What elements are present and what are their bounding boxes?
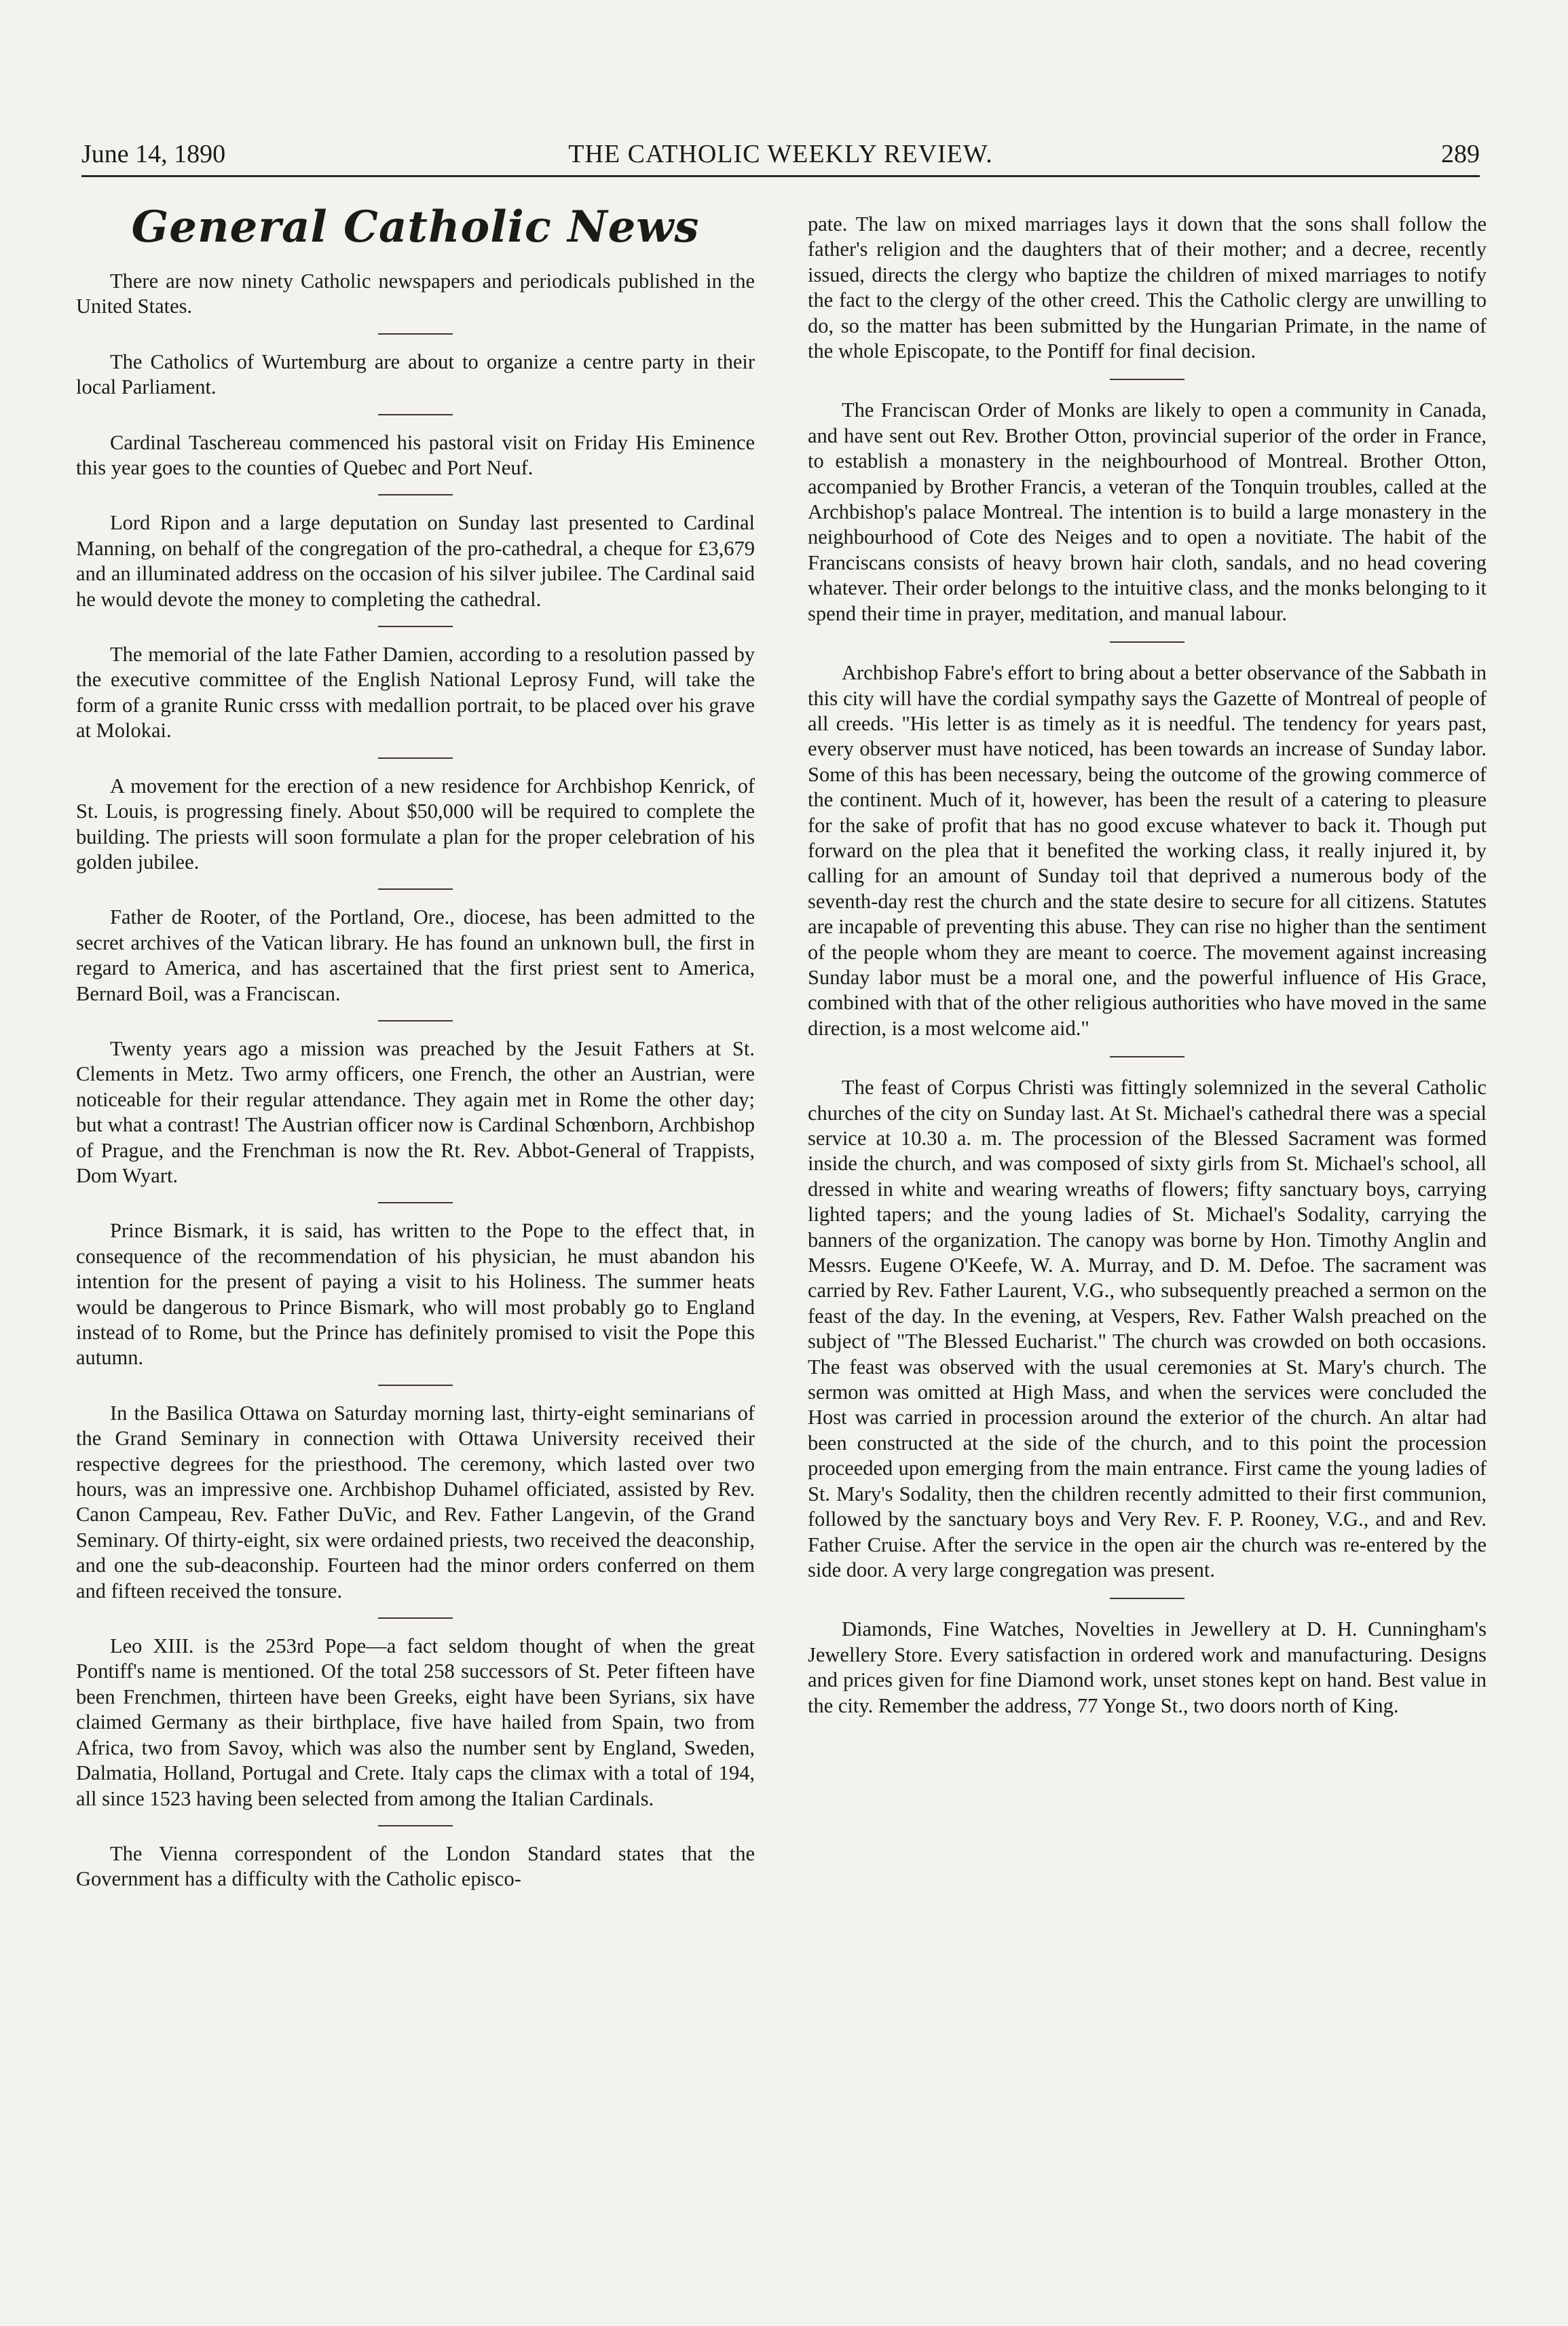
news-item: Father de Rooter, of the Portland, Ore., diocese, has been admitted to the secret archives of the Vatican library. He has found an unknown bull, the first in regard to America, and has ascertained that the first priest sent to America, Bernard Boil, was a Franciscan. [76, 905, 755, 1005]
separator-rule [378, 1617, 453, 1619]
news-item: Lord Ripon and a large deputation on Sunday last presented to Cardinal Manning, on behalf of the congregation of the pro-cathedral, a cheque for £3,679 and an illuminated address on the occasion of his silver jubilee. The Cardinal said he would devote the money to completing the cathedral. [76, 511, 755, 611]
page-number: 289 [1441, 140, 1480, 168]
separator-rule [378, 626, 453, 627]
news-item: The memorial of the late Father Damien, according to a resolution passed by the executive committee of the English National Leprosy Fund, will take the form of a granite Runic crsss with medallion portrait, to be placed over his grave at Molokai. [76, 643, 755, 743]
separator-rule [1110, 1056, 1184, 1057]
news-item: The Franciscan Order of Monks are likely to open a community in Canada, and have sent out Rev. Brother Otton, provincial superior of the order in France, to establish a monastery in the neighbourhood of Montreal. Brother Otton, accompanied by Brother Francis, a veteran of the Tonquin troubles, called at the Archbishop's palace Montreal. The intention is to build a large monastery in the neighbourhood of Cote des Neiges and to open a novitiate. The habit of the Franciscans consists of heavy brown hair cloth, sandals, and no head covering whatever. Their order belongs to the intuitive class, and the monks belonging to it spend their time in prayer, meditation, and manual labour. [808, 398, 1487, 625]
separator-rule [378, 757, 453, 759]
separator-rule [378, 494, 453, 495]
issue-date: June 14, 1890 [81, 140, 226, 168]
separator-rule [378, 414, 453, 415]
news-item: Archbishop Fabre's effort to bring about a better observance of the Sabbath in this city will have the cordial sympathy says the Gazette of Montreal of people of all creeds. "His letter is as timely as it is needful. The tendency for years past, every observer must have noticed, has been towards an increase of Sunday labor. Some of this has been necessary, being the outcome of the growing commerce of the continent. Much of it, however, has been the result of a catering to pleasure for the sake of profit that has no good excuse whatever to back it. Though put forward on the plea that it benefited the working class, it really injured it, by calling for an amount of Sunday toil that deprived a numerous body of the seventh-day rest the church and the state desire to secure for all citizens. Statutes are incapable of preventing this abuse. They can rise no higher than the sentiment of the people whom they are meant to coerce. The movement against increasing Sunday labor must be a moral one, and the powerful influence of His Grace, combined with that of the other religious authorities who have moved in the same direction, is a most welcome aid." [808, 661, 1487, 1040]
news-item-continued: pate. The law on mixed marriages lays it down that the sons shall follow the father's religion and the daughters that of their mother; and a decree, recently issued, directs the clergy who baptize the children of mixed marriages to notify the fact to the clergy of the other creed. This the Catholic clergy are unwilling to do, so the matter has been submitted by the Hungarian Primate, in the name of the whole Episcopate, to the Pontiff for final decision. [808, 212, 1487, 363]
news-item: A movement for the erection of a new residence for Archbishop Kenrick, of St. Louis, is progressing finely. About $50,000 will be required to complete the building. The priests will soon formulate a plan for the proper celebration of his golden jubilee. [76, 774, 755, 874]
news-item: The Catholics of Wurtemburg are about to organize a centre party in their local Parliament. [76, 350, 755, 399]
advertisement: Diamonds, Fine Watches, Novelties in Jewellery at D. H. Cunningham's Jewellery Store. Every satisfaction in ordered work and manufacturing. Designs and prices given for fine Diamond work, unset stones kept on hand. Best value in the city. Remember the address, 77 Yonge St., two doors north of King. [808, 1617, 1487, 1717]
right-column [808, 212, 1487, 1719]
separator-rule [378, 1825, 453, 1826]
news-item: The Vienna correspondent of the London Standard states that the Government has a difficulty with the Catholic episco- [76, 1841, 755, 1891]
separator-rule [378, 333, 453, 335]
separator-rule [378, 1020, 453, 1021]
news-item: Prince Bismark, it is said, has written to the Pope to the effect that, in consequence of the recommendation of his physician, he must abandon his intention for the present of paying a visit to his Holiness. The summer heats would be dangerous to Prince Bismark, who will most probably go to England instead of to Rome, but the Prince has definitely promised to visit the Pope this autumn. [76, 1219, 755, 1370]
page-header [81, 139, 1480, 180]
separator-rule [1110, 641, 1184, 643]
left-column [76, 204, 755, 1892]
masthead: THE CATHOLIC WEEKLY REVIEW. [568, 140, 993, 168]
header-rule [81, 175, 1480, 177]
news-item: In the Basilica Ottawa on Saturday morning last, thirty-eight seminarians of the Grand Seminary in connection with Ottawa University received their respective degrees for the priesthood. The ceremony, which lasted over two hours, was an impressive one. Archbishop Duhamel officiated, assisted by Rev. Canon Campeau, Rev. Father DuVic, and Rev. Father Langevin, of the Grand Seminary. Of thirty-eight, six were ordained priests, two received the deaconship, and one the sub-deaconship. Fourteen had the minor orders conferred on them and fifteen received the tonsure. [76, 1401, 755, 1602]
separator-rule [378, 1202, 453, 1203]
news-item: Leo XIII. is the 253rd Pope—a fact seldom thought of when the great Pontiff's name is mentioned. Of the total 258 successors of St. Peter fifteen have been Frenchmen, thirteen have been Greeks, eight have been Syrians, six have claimed Germany as their birthplace, five have hailed from Spain, two from Africa, two from Savoy, which was also the number sent by England, Sweden, Dalmatia, Holland, Portugal and Crete. Italy caps the climax with a total of 194, all since 1523 having been selected from among the Italian Cardinals. [76, 1634, 755, 1810]
separator-rule [1110, 1598, 1184, 1599]
news-item: The feast of Corpus Christi was fittingly solemnized in the several Catholic churches of the city on Sunday last. At St. Michael's cathedral there was a special service at 10.30 a. m. The procession of the Blessed Sacrament was formed inside the church, and was composed of sixty girls from St. Michael's school, all dressed in white and wearing wreaths of flowers; fifty sanctuary boys, carrying lighted tapers; and the young ladies of St. Michael's Sodality, carrying the banners of the organization. The canopy was borne by Hon. Timothy Anglin and Messrs. Eugene O'Keefe, W. A. Murray, and D. M. Defoe. The sacrament was carried by Rev. Father Laurent, V.G., who subsequently preached a sermon on the feast of the day. In the evening, at Vespers, Rev. Father Walsh preached on the subject of "The Blessed Eucharist." The church was crowded on both occasions. The feast was observed with the usual ceremonies at St. Mary's church. The sermon was omitted at High Mass, and when the services were concluded the Host was carried in procession around the exterior of the church. An altar had been constructed at the side of the church, and to this point the procession proceeded upon emerging from the main entrance. First came the young ladies of St. Mary's Sodality, then the children recently admitted to their first communion, followed by the sanctuary boys and Very Rev. F. P. Rooney, V.G., and and Rev. Father Cruise. After the service in the open air the church was re-entered by the side door. A very large congregation was present. [808, 1076, 1487, 1581]
section-title: General Catholic News [131, 202, 700, 252]
news-item: There are now ninety Catholic newspapers and periodicals published in the United States. [76, 269, 755, 318]
news-item: Cardinal Taschereau commenced his pastoral visit on Friday His Eminence this year goes to the counties of Quebec and Port Neuf. [76, 430, 755, 480]
separator-rule [378, 888, 453, 890]
separator-rule [1110, 379, 1184, 380]
separator-rule [378, 1385, 453, 1386]
news-item: Twenty years ago a mission was preached by the Jesuit Fathers at St. Clements in Metz. Two army officers, one French, the other an Austrian, were noticeable for their regular attendance. They again met in Rome the other day; but what a contrast! The Austrian officer now is Cardinal Schœnborn, Archbishop of Prague, and the Frenchman is now the Rt. Rev. Abbot-General of Trappists, Dom Wyart. [76, 1036, 755, 1187]
